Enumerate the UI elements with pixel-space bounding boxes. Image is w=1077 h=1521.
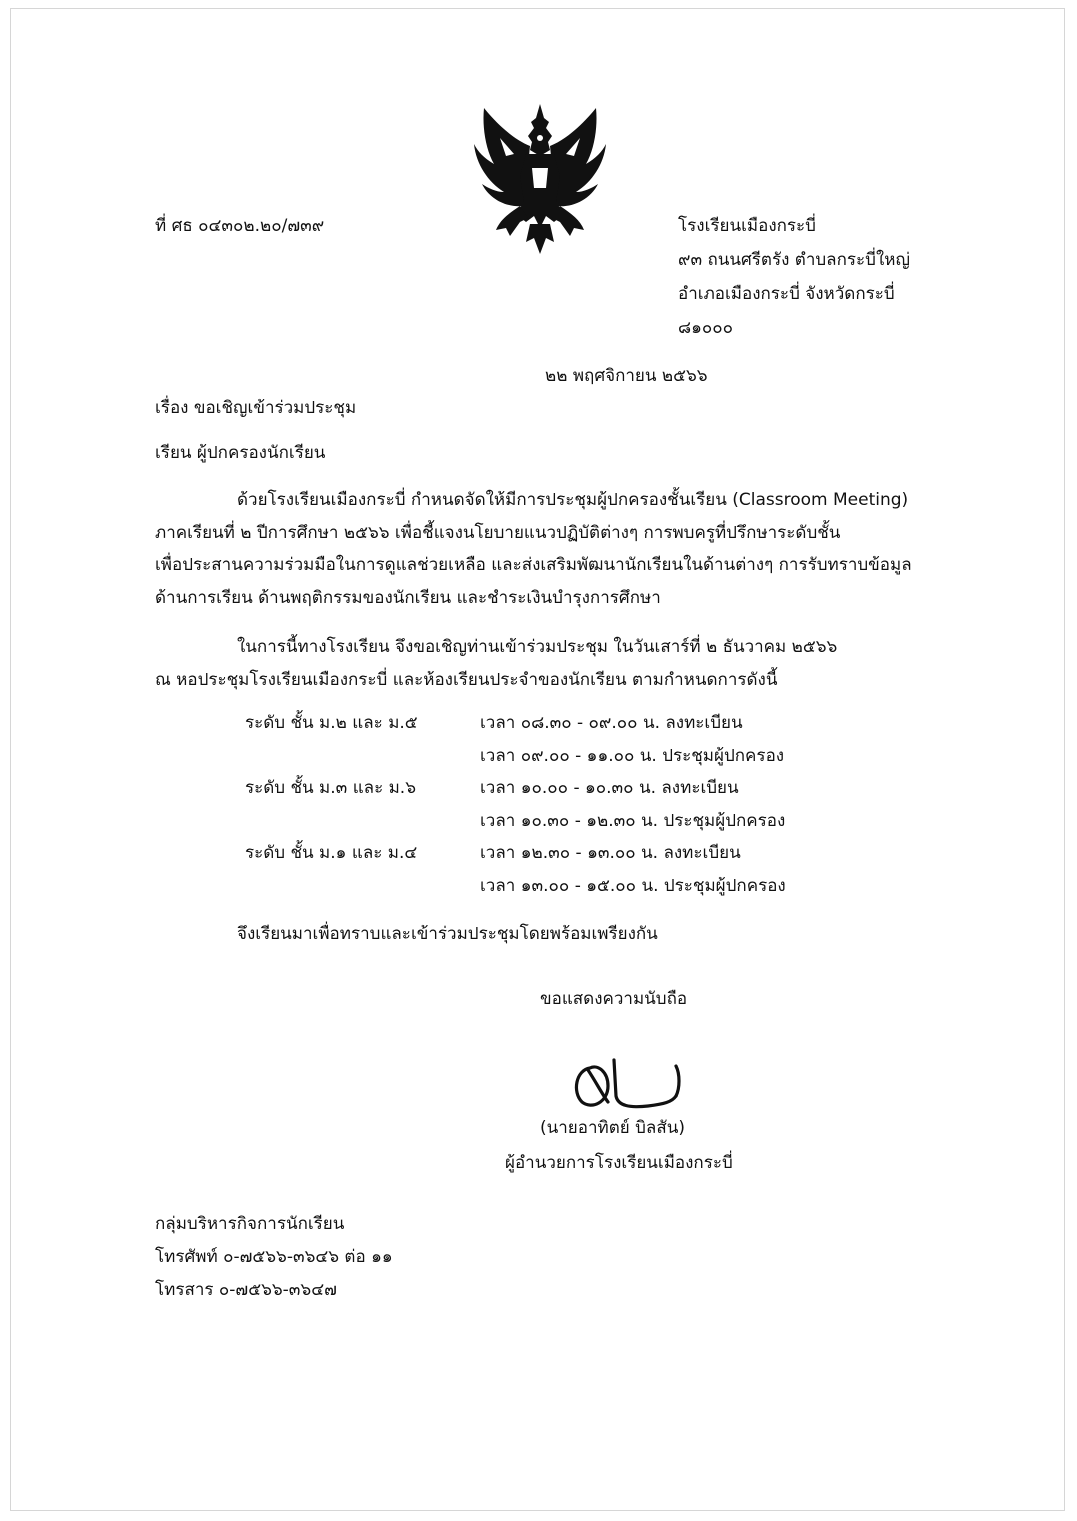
signatory-title: ผู้อำนวยการโรงเรียนเมืองกระบี่ [505,1153,733,1173]
footer-department: กลุ่มบริหารกิจการนักเรียน [155,1214,345,1234]
para1-line: เพื่อประสานความร่วมมือในการดูแลช่วยเหลือ และส่งเสริมพัฒนานักเรียนในด้านต่างๆ การรับทราบข้อมูล [155,555,912,575]
valediction: ขอแสดงความนับถือ [540,989,688,1009]
schedule-time: เวลา ๑๐.๐๐ - ๑๐.๓๐ น. ลงทะเบียน [480,778,739,798]
sender-postal-code: ๘๑๐๐๐ [678,318,734,338]
para2-line: ณ หอประชุมโรงเรียนเมืองกระบี่ และห้องเรียนประจำของนักเรียน ตามกำหนดการดังนี้ [155,669,778,690]
schedule-level: ระดับ ชั้น ม.๓ และ ม.๖ [245,778,417,798]
schedule-time: เวลา ๑๓.๐๐ - ๑๕.๐๐ น. ประชุมผู้ปกครอง [480,875,786,896]
schedule-time: เวลา ๑๒.๓๐ - ๑๓.๐๐ น. ลงทะเบียน [480,843,741,863]
sender-address-line1: ๙๓ ถนนศรีตรัง ตำบลกระบี่ใหญ่ [678,250,910,270]
body-paragraph-2 [155,631,945,696]
recipient-line: เรียน ผู้ปกครองนักเรียน [155,443,326,463]
footer-phone: โทรศัพท์ ๐-๗๕๖๖-๓๖๔๖ ต่อ ๑๑ [155,1247,393,1267]
sender-name: โรงเรียนเมืองกระบี่ [678,216,816,236]
schedule-time: เวลา ๐๘.๓๐ - ๐๙.๐๐ น. ลงทะเบียน [480,713,743,733]
para1-line: ภาคเรียนที่ ๒ ปีการศึกษา ๒๕๖๖ เพื่อชี้แจงนโยบายแนวปฏิบัติต่างๆ การพบครูที่ปรึกษาระดับชั้น [155,522,841,543]
schedule-level: ระดับ ชั้น ม.๒ และ ม.๕ [245,713,418,733]
closing-sentence: จึงเรียนมาเพื่อทราบและเข้าร่วมประชุมโดยพร้อมเพรียงกัน [237,924,658,944]
body-paragraph-1 [155,484,945,614]
sender-address-line2: อำเภอเมืองกระบี่ จังหวัดกระบี่ [678,284,895,304]
subject-line: เรื่อง ขอเชิญเข้าร่วมประชุม [155,398,357,418]
reference-number: ที่ ศธ ๐๔๓๐๒.๒๐/๗๓๙ [155,216,325,236]
footer-fax: โทรสาร ๐-๗๕๖๖-๓๖๔๗ [155,1280,337,1300]
schedule-level: ระดับ ชั้น ม.๑ และ ม.๔ [245,843,418,863]
letter-date: ๒๒ พฤศจิกายน ๒๕๖๖ [545,366,708,386]
schedule-time: เวลา ๐๙.๐๐ - ๑๑.๐๐ น. ประชุมผู้ปกครอง [480,745,785,766]
garuda-emblem-icon [470,98,610,256]
schedule-time: เวลา ๑๐.๓๐ - ๑๒.๓๐ น. ประชุมผู้ปกครอง [480,810,786,831]
para2-line: ในการนี้ทางโรงเรียน จึงขอเชิญท่านเข้าร่วมประชุม ในวันเสาร์ที่ ๒ ธันวาคม ๒๕๖๖ [237,637,838,657]
para1-line: ด้วยโรงเรียนเมืองกระบี่ กำหนดจัดให้มีการประชุมผู้ปกครองชั้นเรียน (Classroom Meeting) [237,490,909,510]
para1-line: ด้านการเรียน ด้านพฤติกรรมของนักเรียน และชำระเงินบำรุงการศึกษา [155,587,661,608]
signatory-name: (นายอาทิตย์ บิลสัน) [540,1118,685,1138]
signature-icon [568,1052,692,1114]
